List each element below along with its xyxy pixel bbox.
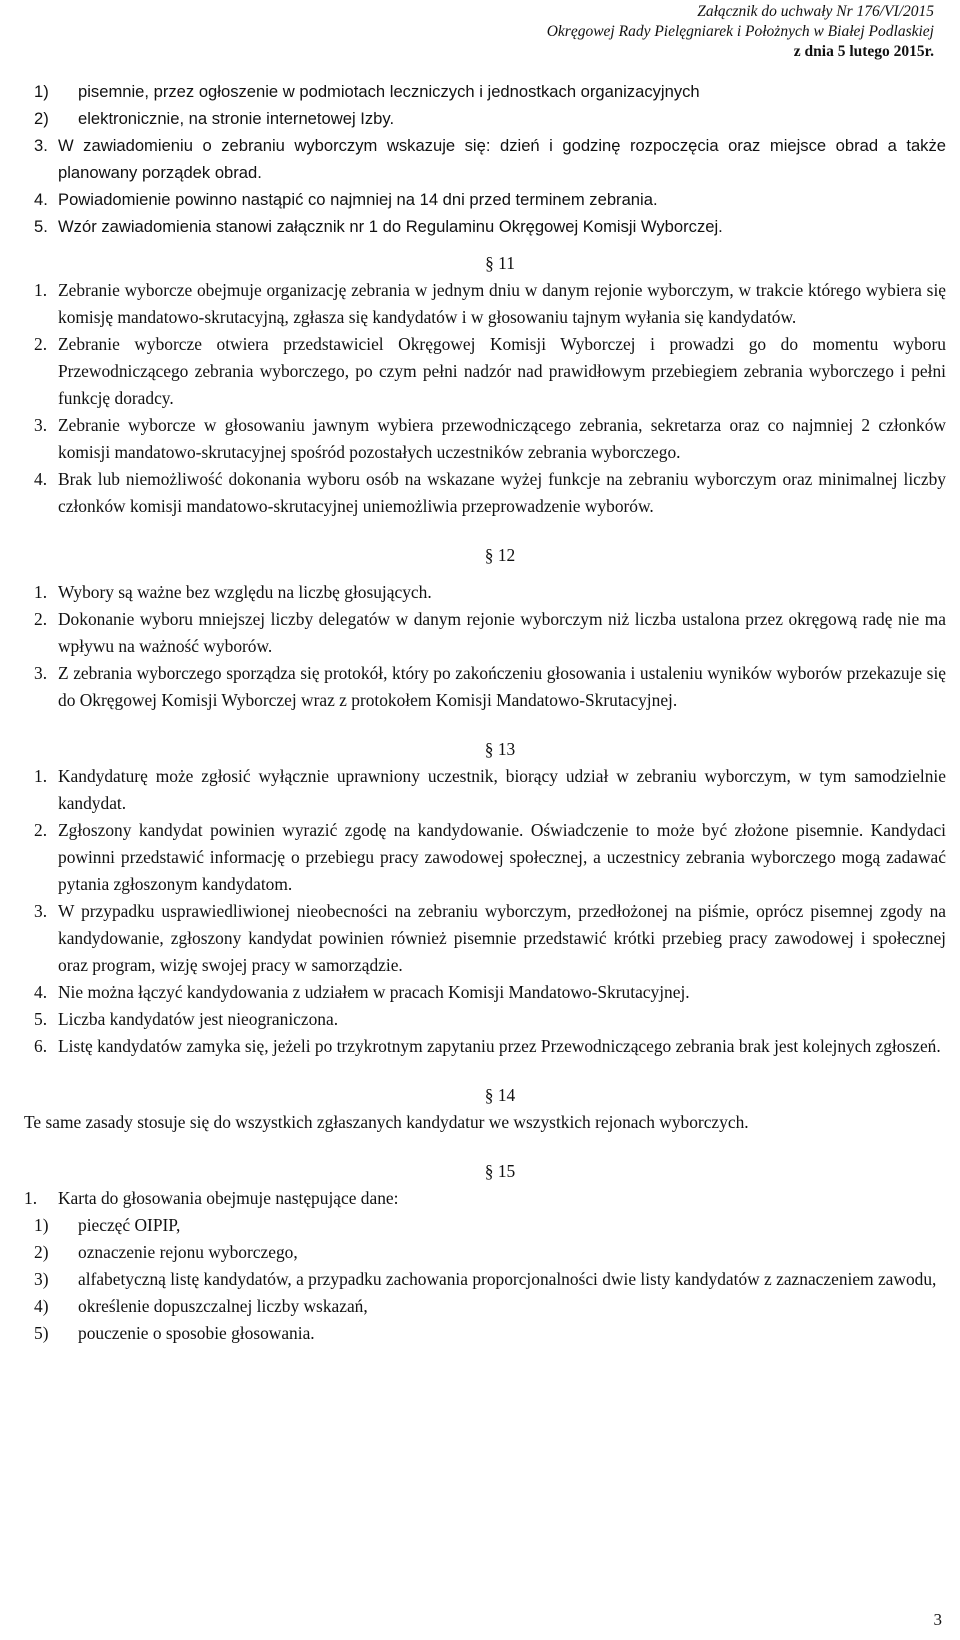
header-line-1: Załącznik do uchwały Nr 176/VI/2015	[697, 3, 934, 20]
list-text: Z zebrania wyborczego sporządza się protokół, który po zakończeniu głosowania i ustaleniu wyników wyborów przekazuje się do Okręgowej Komisji Wyborczej wraz z protokołem Komisji Mandatowo-Skrutacyjnej.	[58, 663, 946, 710]
list-item	[34, 579, 946, 606]
list-item	[34, 817, 946, 898]
section-11	[34, 277, 946, 520]
list-number: 1.	[34, 766, 48, 786]
list-text: Kandydaturę może zgłosić wyłącznie uprawniony uczestnik, biorący udział w zebraniu wyborczym, w tym samodzielnie kandydat.	[58, 766, 946, 813]
list-item	[34, 606, 946, 660]
list-number: 2.	[34, 609, 48, 629]
list-text: W przypadku usprawiedliwionej nieobecności na zebraniu wyborczym, przedłożonej na piśmie, oprócz pisemnej zgody na kandydowanie, zgłoszony kandydat powinien również pisemnie przedstawić krótki przebieg pracy zawodowej i społecznej oraz program, wizję swojej pracy w samorządzie.	[58, 901, 946, 975]
section-12	[34, 579, 946, 714]
header-line-2: Okręgowej Rady Pielęgniarek i Położnych w Białej Podlaskiej	[546, 23, 934, 40]
list-text: pisemnie, przez ogłoszenie w podmiotach leczniczych i jednostkach organizacyjnych	[78, 82, 700, 101]
section-heading-12	[34, 542, 946, 569]
section-14-text: Te same zasady stosuje się do wszystkich zgłaszanych kandydatur we wszystkich rejonach wyborczych.	[24, 1112, 749, 1132]
list-number: 1)	[34, 82, 49, 101]
list-text: W zawiadomieniu o zebraniu wyborczym wskazuje się: dzień i godzinę rozpoczęcia oraz miejsce obrad a także planowany porządek obrad.	[58, 136, 946, 182]
section-sign-icon: § 14	[465, 1082, 515, 1109]
list-item	[34, 1033, 946, 1060]
list-number: 1.	[34, 582, 48, 602]
page-number: 3	[933, 1610, 942, 1629]
list-item	[34, 213, 946, 240]
header-line-3: z dnia 5 lutego 2015r.	[793, 43, 934, 60]
list-text: Listę kandydatów zamyka się, jeżeli po trzykrotnym zapytaniu przez Przewodniczącego zebrania brak jest kolejnych zgłoszeń.	[58, 1036, 941, 1056]
list-item	[34, 1006, 946, 1033]
section-sign-icon: § 13	[465, 736, 515, 763]
list-number: 3.	[34, 415, 48, 435]
list-number: 6.	[34, 1036, 48, 1056]
section-number: 11	[498, 253, 515, 273]
list-text: elektronicznie, na stronie internetowej Izby.	[78, 109, 395, 128]
list-number: 3.	[34, 901, 48, 921]
section-13	[34, 763, 946, 1060]
list-subitem	[34, 1320, 946, 1347]
section-10-rest	[34, 132, 946, 240]
list-text: Zebranie wyborcze obejmuje organizację zebrania w jednym dniu w danym rejonie wyborczym, w trakcie którego wybiera się komisję mandatowo-skrutacyjną, zgłasza się kandydatów i w głosowaniu tajnym wyłania się kandydatów.	[58, 280, 946, 327]
list-number: 4)	[34, 1296, 49, 1316]
section-heading-15	[34, 1158, 946, 1185]
document-body	[24, 78, 946, 1347]
list-number: 5.	[34, 1009, 48, 1029]
list-item	[34, 466, 946, 520]
list-item	[34, 132, 946, 186]
list-text: Zgłoszony kandydat powinien wyrazić zgodę na kandydowanie. Oświadczenie to może być złożone pisemnie. Kandydaci powinni przedstawić informację o przebiegu pracy zawodowej społecznej, a uczestnicy zebrania wyborczego mogą zadawać pytania zgłoszonym kandydatom.	[58, 820, 946, 894]
list-item	[34, 186, 946, 213]
list-text: Karta do głosowania obejmuje następujące dane:	[58, 1188, 399, 1208]
list-text: pouczenie o sposobie głosowania.	[78, 1323, 315, 1343]
list-item	[34, 660, 946, 714]
list-text: oznaczenie rejonu wyborczego,	[78, 1242, 298, 1262]
list-number: 2)	[34, 1242, 49, 1262]
list-item	[34, 105, 946, 132]
section-heading-11	[34, 250, 946, 277]
section-sign-icon: § 12	[465, 542, 515, 569]
list-text: Powiadomienie powinno nastąpić co najmniej na 14 dni przed terminem zebrania.	[58, 190, 658, 209]
list-text: Wzór zawiadomienia stanowi załącznik nr 1 do Regulaminu Okręgowej Komisji Wyborczej.	[58, 217, 723, 236]
list-item	[34, 331, 946, 412]
list-text: określenie dopuszczalnej liczby wskazań,	[78, 1296, 368, 1316]
top-list	[34, 78, 946, 132]
list-subitem	[34, 1239, 946, 1266]
list-number: 1.	[34, 280, 48, 300]
list-number: 4.	[34, 469, 48, 489]
list-text: alfabetyczną listę kandydatów, a przypadku zachowania proporcjonalności dwie listy kandydatów z zaznaczeniem zawodu,	[78, 1269, 937, 1289]
list-number: 3.	[34, 663, 48, 683]
section-sign-icon: § 11	[465, 250, 515, 277]
list-number: 5.	[34, 217, 48, 236]
section-15	[24, 1185, 946, 1347]
list-item	[34, 763, 946, 817]
list-text: Liczba kandydatów jest nieograniczona.	[58, 1009, 339, 1029]
list-number: 3.	[34, 136, 48, 155]
list-item	[24, 1185, 946, 1212]
list-item	[34, 898, 946, 979]
document-header	[547, 2, 934, 62]
list-subitem	[34, 1266, 946, 1293]
list-item	[34, 277, 946, 331]
list-text: Wybory są ważne bez względu na liczbę głosujących.	[58, 582, 432, 602]
list-item	[34, 78, 946, 105]
list-number: 5)	[34, 1323, 49, 1343]
list-subitem	[34, 1293, 946, 1320]
list-subitem	[34, 1212, 946, 1239]
section-number: 13	[497, 739, 516, 759]
list-text: Zebranie wyborcze otwiera przedstawiciel Okręgowej Komisji Wyborczej i prowadzi go do momentu wyboru Przewodniczącego zebrania wyborczego, po czym pełni nadzór nad prawidłowym przebiegiem zebrania wyborczego i pełni funkcję doradcy.	[58, 334, 946, 408]
list-item	[34, 412, 946, 466]
list-item	[34, 979, 946, 1006]
list-text: Brak lub niemożliwość dokonania wyboru osób na wskazane wyżej funkcje na zebraniu wyborczym oraz minimalnej liczby członków komisji mandatowo-skrutacyjnej uniemożliwia przeprowadzenie wyborów.	[58, 469, 946, 516]
list-number: 2.	[34, 334, 48, 354]
list-text: pieczęć OIPIP,	[78, 1215, 181, 1235]
section-heading-14	[34, 1082, 946, 1109]
list-number: 4.	[34, 190, 48, 209]
list-number: 2)	[34, 109, 49, 128]
list-text: Zebranie wyborcze w głosowaniu jawnym wybiera przewodniczącego zebrania, sekretarza oraz co najmniej 2 członków komisji mandatowo-skrutacyjnej spośród pozostałych uczestników zebrania wyborczego.	[58, 415, 946, 462]
list-text: Nie można łączyć kandydowania z udziałem w pracach Komisji Mandatowo-Skrutacyjnej.	[58, 982, 690, 1002]
section-sign-icon: § 15	[465, 1158, 515, 1185]
section-number: 15	[497, 1161, 516, 1181]
list-number: 2.	[34, 820, 48, 840]
section-heading-13	[34, 736, 946, 763]
list-number: 1)	[34, 1215, 49, 1235]
list-text: Dokonanie wyboru mniejszej liczby delegatów w danym rejonie wyborczym niż liczba ustalona przez okręgową radę nie ma wpływu na ważność wyborów.	[58, 609, 946, 656]
list-number: 1.	[24, 1188, 38, 1208]
section-number: 14	[497, 1085, 516, 1105]
section-number: 12	[497, 545, 516, 565]
list-number: 4.	[34, 982, 48, 1002]
list-number: 3)	[34, 1269, 49, 1289]
